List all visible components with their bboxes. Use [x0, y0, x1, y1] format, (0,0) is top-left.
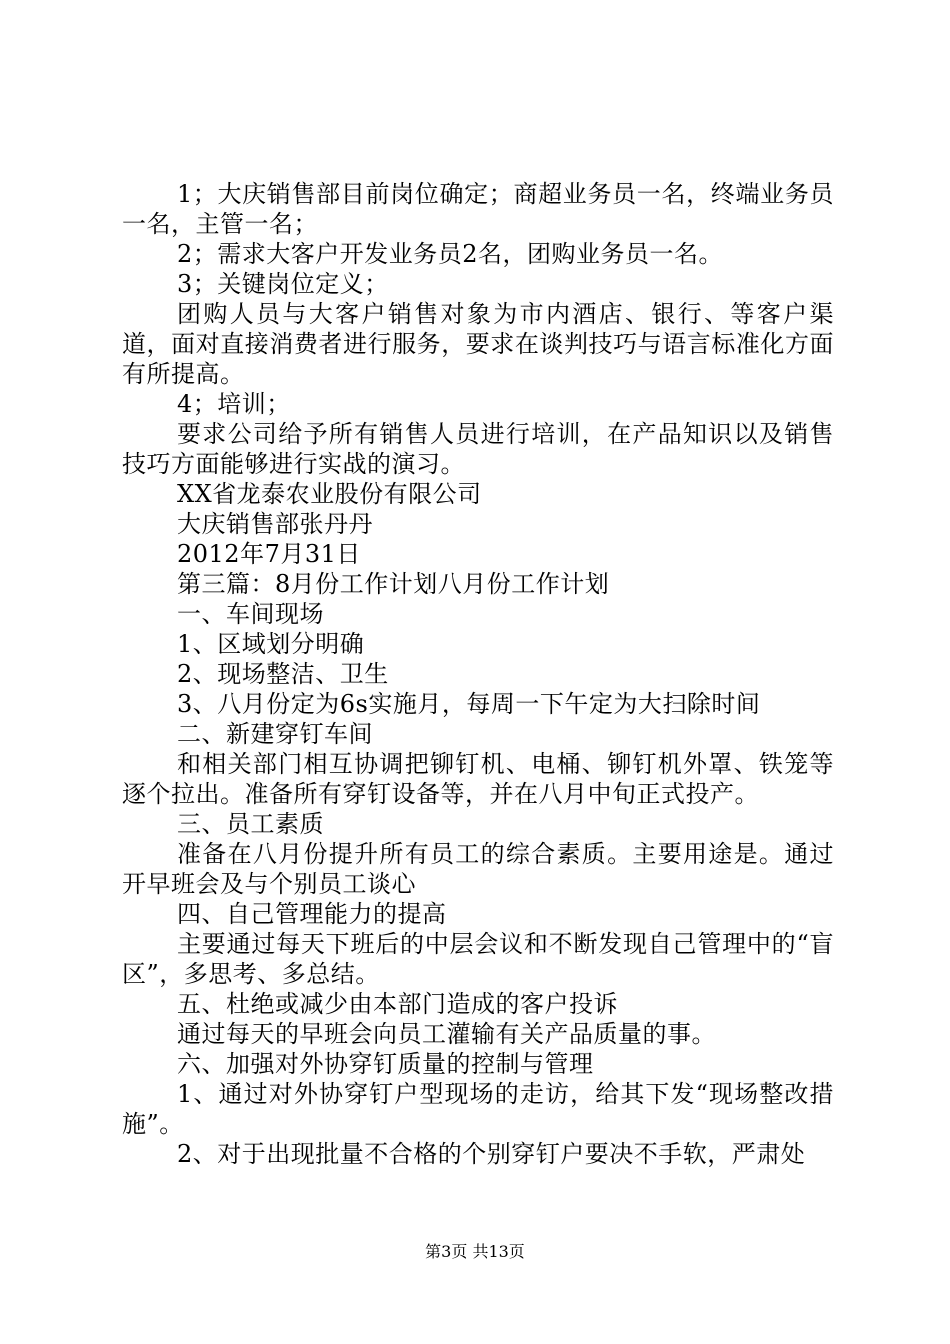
paragraph: 1；大庆销售部目前岗位确定；商超业务员一名，终端业务员一名，主管一名；	[122, 180, 834, 238]
paragraph: 六、加强对外协穿钉质量的控制与管理	[177, 1050, 594, 1078]
paragraph: 大庆销售部张丹丹	[177, 510, 373, 538]
paragraph: 五、杜绝或减少由本部门造成的客户投诉	[177, 990, 618, 1018]
paragraph: 1、区域划分明确	[177, 630, 365, 658]
paragraph: 主要通过每天下班后的中层会议和不断发现自己管理中的“盲区”，多思考、多总结。	[122, 930, 834, 988]
paragraph: 2、现场整洁、卫生	[177, 660, 389, 688]
document-body	[122, 179, 834, 1169]
paragraph: 三、员工素质	[177, 810, 324, 838]
paragraph: 1、通过对外协穿钉户型现场的走访，给其下发“现场整改措施”。	[122, 1080, 834, 1138]
paragraph: 四、自己管理能力的提高	[177, 900, 447, 928]
paragraph: 第三篇：8月份工作计划八月份工作计划	[177, 570, 610, 598]
paragraph: 一、车间现场	[177, 600, 324, 628]
paragraph: 4；培训；	[177, 390, 291, 418]
paragraph: 2012年7月31日	[177, 540, 361, 568]
paragraph: 和相关部门相互协调把铆钉机、电桶、铆钉机外罩、铁笼等逐个拉出。准备所有穿钉设备等，并在八月中旬正式投产。	[122, 750, 834, 808]
paragraph: 要求公司给予所有销售人员进行培训，在产品知识以及销售技巧方面能够进行实战的演习。	[122, 420, 834, 478]
paragraph: 团购人员与大客户销售对象为市内酒店、银行、等客户渠道，面对直接消费者进行服务，要求在谈判技巧与语言标准化方面有所提高。	[122, 300, 834, 388]
paragraph: 2；需求大客户开发业务员2名，团购业务员一名。	[177, 240, 724, 268]
paragraph: 3；关键岗位定义；	[177, 270, 389, 298]
paragraph: XX省龙泰农业股份有限公司	[177, 480, 482, 508]
paragraph: 二、新建穿钉车间	[177, 720, 373, 748]
paragraph: 通过每天的早班会向员工灌输有关产品质量的事。	[177, 1020, 716, 1048]
paragraph: 3、八月份定为6s实施月，每周一下午定为大扫除时间	[177, 690, 761, 718]
paragraph: 2、对于出现批量不合格的个别穿钉户要决不手软，严肃处	[177, 1140, 806, 1168]
paragraph: 准备在八月份提升所有员工的综合素质。主要用途是。通过开早班会及与个别员工谈心	[122, 840, 834, 898]
page-footer: 第3页 共13页	[425, 1242, 525, 1261]
